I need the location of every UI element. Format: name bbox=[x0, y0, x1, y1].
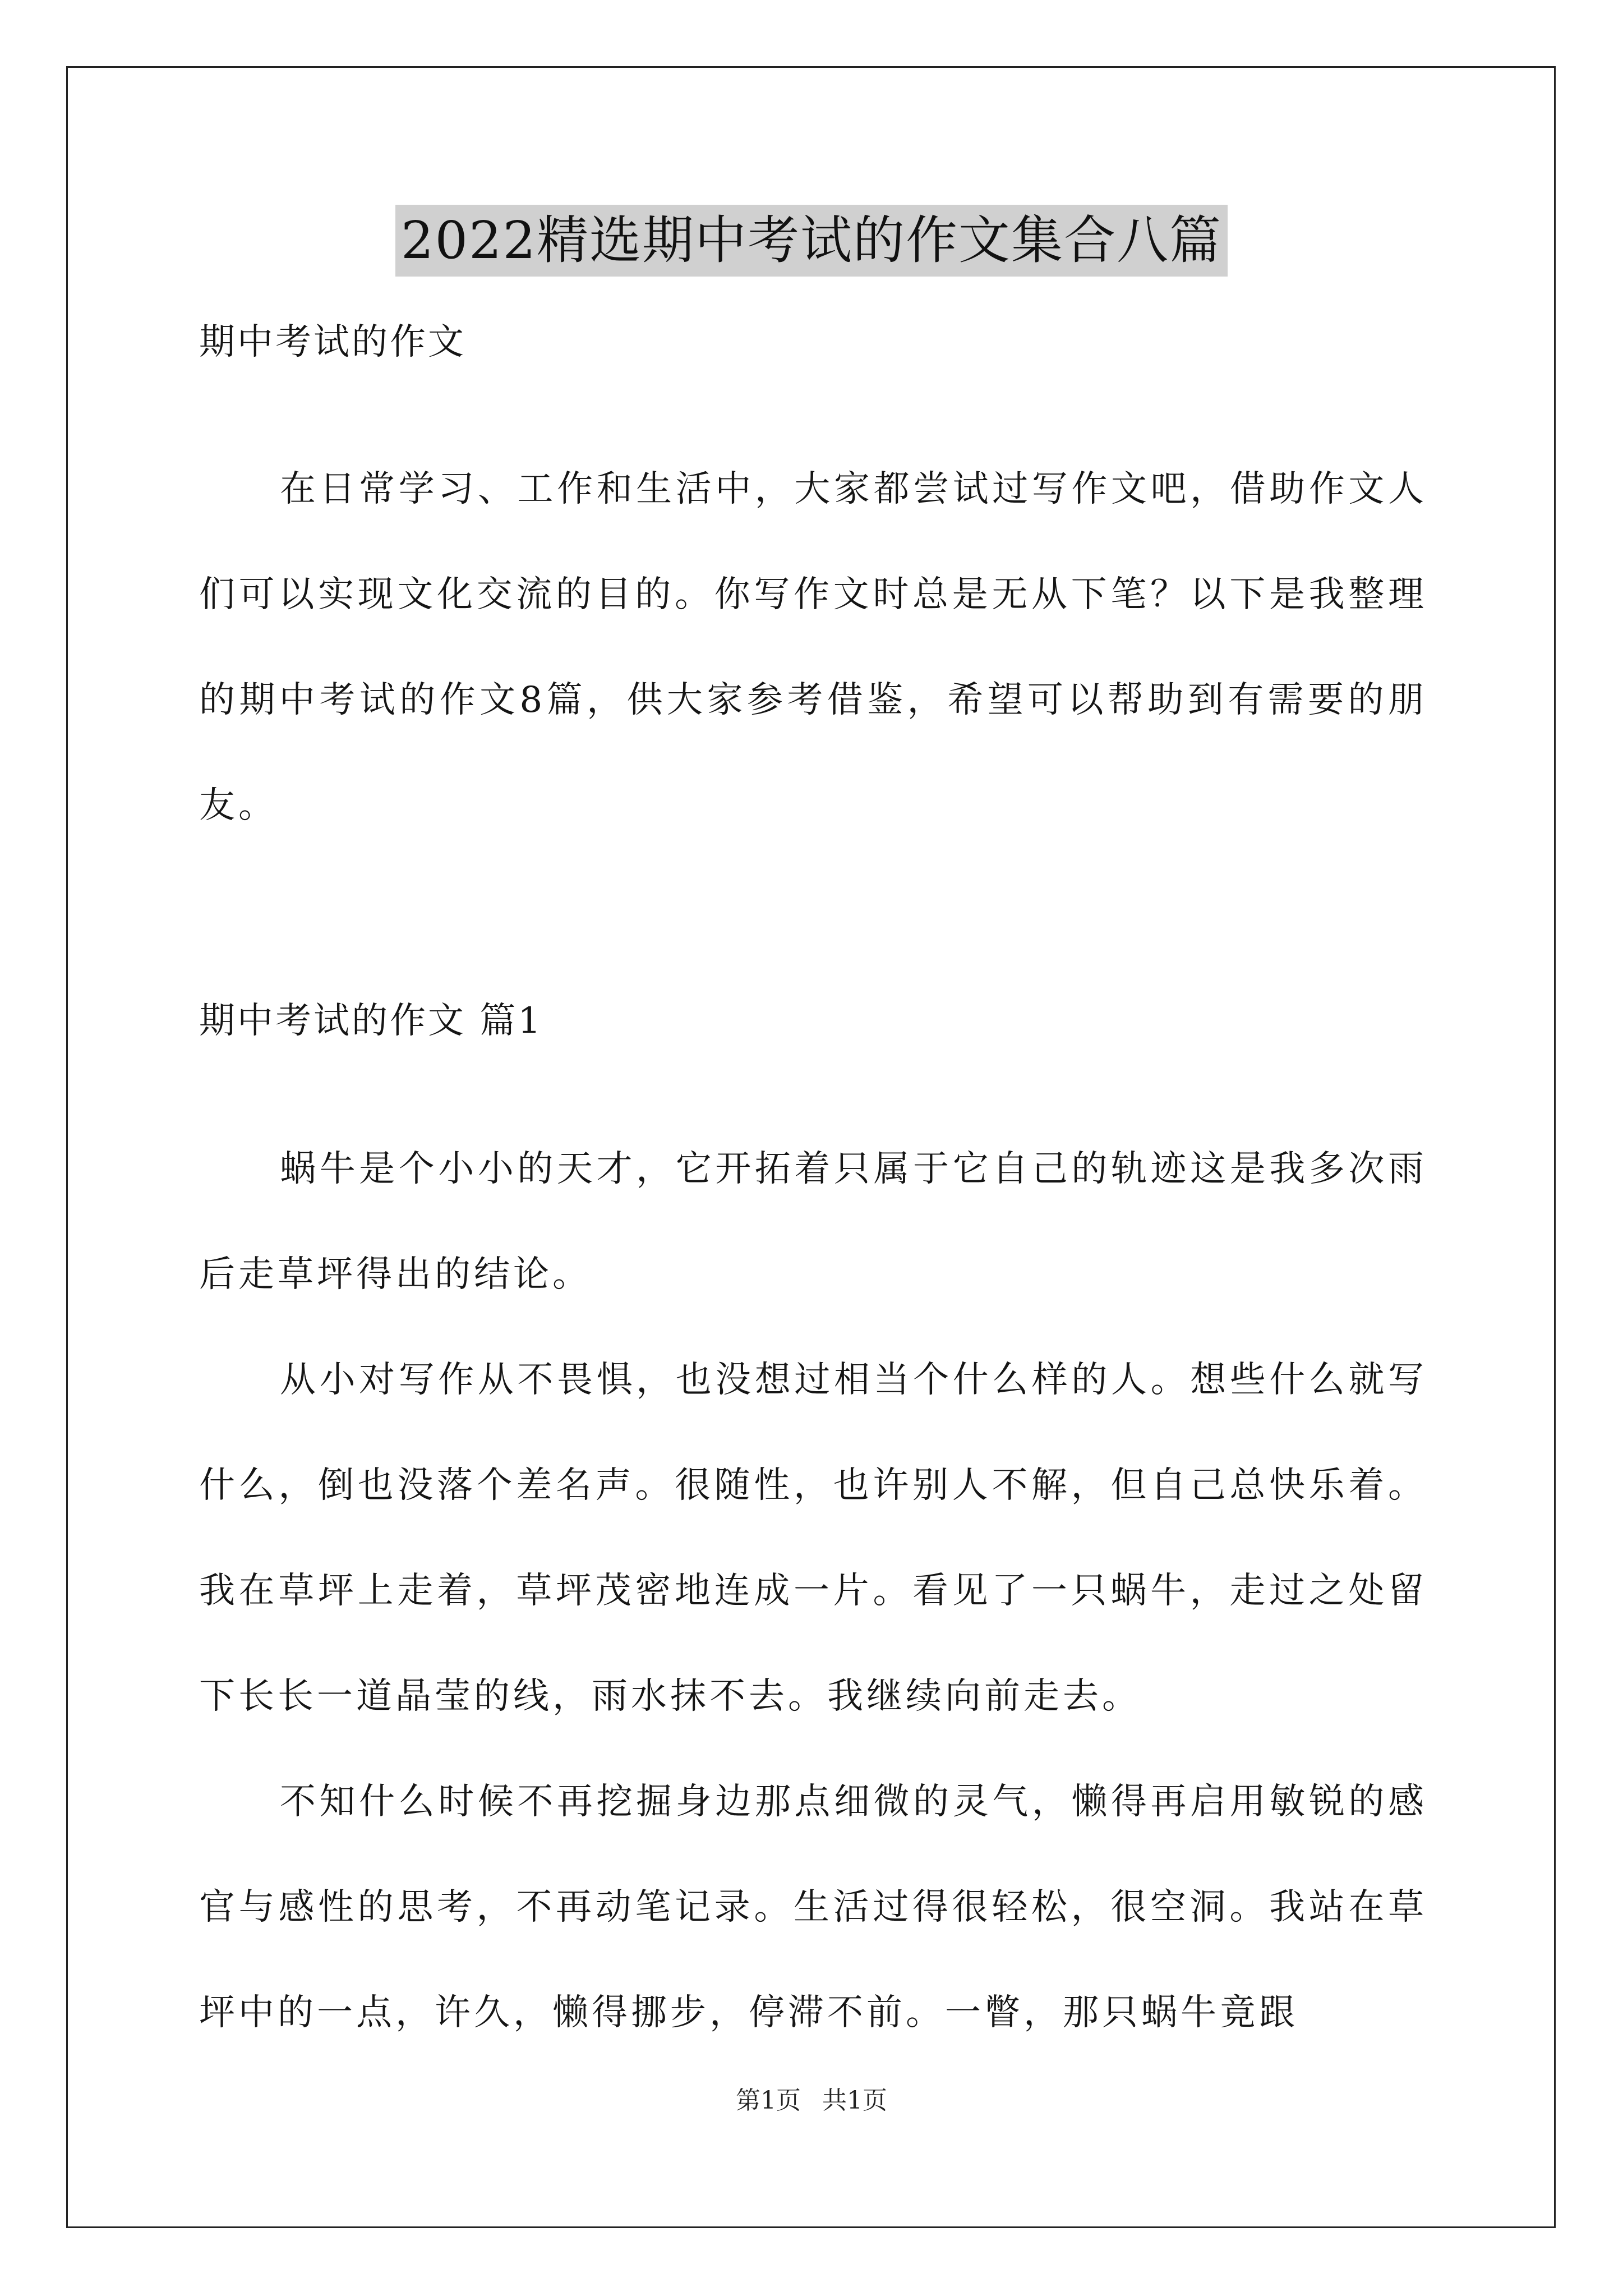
page-number: 第1页 bbox=[736, 2086, 801, 2115]
section-heading: 期中考试的作文 篇1 bbox=[199, 1000, 543, 1042]
title-container bbox=[0, 205, 1623, 277]
paragraph: 从小对写作从不畏惧，也没想过相当个什么样的人。想些什么就写什么，倒也没落个差名声。很随性，也许别人不解，但自己总快乐着。我在草坪上走着，草坪茂密地连成一片。看见了一只蜗牛，走过之处留下长长一道晶莹的线，雨水抹不去。我继续向前走去。 bbox=[199, 1359, 1427, 1717]
intro-block bbox=[199, 436, 1427, 858]
paragraph: 蜗牛是个小小的天才，它开拓着只属于它自己的轨迹这是我多次雨后走草坪得出的结论。 bbox=[199, 1148, 1427, 1295]
page-total: 共1页 bbox=[822, 2086, 887, 2115]
paragraph: 不知什么时候不再挖掘身边那点细微的灵气，懒得再启用敏锐的感官与感性的思考，不再动笔记录。生活过得很轻松，很空洞。我站在草坪中的一点，许久，懒得挪步，停滞不前。一瞥，那只蜗牛竟跟 bbox=[199, 1781, 1427, 2033]
section-body bbox=[199, 1116, 1427, 2065]
intro-paragraph: 在日常学习、工作和生活中，大家都尝试过写作文吧，借助作文人们可以实现文化交流的目的。你写作文时总是无从下笔？以下是我整理的期中考试的作文8篇，供大家参考借鉴，希望可以帮助到有需要的朋友。 bbox=[199, 468, 1427, 826]
intro-heading: 期中考试的作文 bbox=[199, 321, 466, 363]
page-footer bbox=[0, 2080, 1623, 2116]
document-title: 2022精选期中考试的作文集合八篇 bbox=[395, 205, 1228, 277]
